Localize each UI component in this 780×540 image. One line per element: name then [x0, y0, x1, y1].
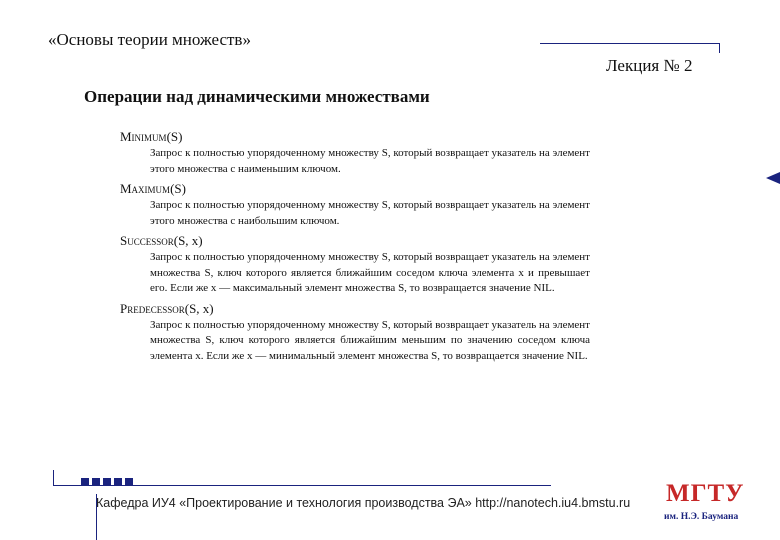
decor-square [81, 478, 89, 486]
footer-text: Кафедра ИУ4 «Проектирование и технология производства ЭА» http://nanotech.iu4.bmstu.ru [96, 496, 631, 510]
operation-minimum [120, 128, 590, 177]
lecture-label: Лекция № 2 [606, 56, 693, 75]
footer-decoration [81, 478, 133, 486]
operation-description: Запрос к полностью упорядоченному множеству S, который возвращает указатель на элемент этого множества с наибольшим ключом. [150, 199, 590, 227]
operation-args: (S, x) [184, 300, 214, 316]
operation-signature [120, 300, 590, 318]
operation-description: Запрос к полностью упорядоченному множеству S, который возвращает указатель на элемент множества S, ключ которого является ближайшим меньшим по значению соседом ключа элемента x. Если же x — минимальный элемент множества S, то возвращается значение NIL. [150, 318, 590, 362]
operation-args: (S) [170, 181, 186, 196]
decor-square [125, 478, 133, 486]
decor-square [103, 478, 111, 486]
header-divider [540, 43, 720, 44]
operation-args: (S) [166, 129, 183, 144]
operation-name: Predecessor [120, 300, 185, 316]
decor-square [114, 478, 122, 486]
operation-description: Запрос к полностью упорядоченному множеству S, который возвращает указатель на элемент множества S, ключ которого является ближайшим соседом ключа элемента x и превышает его. Если же x — максимальный элемент множества S, то возвращается значение NIL. [150, 251, 590, 294]
operation-successor [120, 232, 590, 297]
header-divider-tick [719, 43, 720, 53]
operation-name: Successor [120, 233, 174, 248]
operation-signature [120, 128, 590, 146]
operations-list [120, 128, 590, 367]
operation-predecessor [120, 300, 590, 365]
university-logo: МГТУ [666, 480, 745, 507]
university-logo-subtitle: им. Н.Э. Баумана [664, 512, 739, 522]
operation-signature [120, 232, 590, 250]
slide-marker-arrow [766, 172, 780, 184]
operation-signature [120, 180, 590, 198]
slide-heading: Операции над динамическими множествами [84, 87, 430, 106]
decor-square [92, 478, 100, 486]
course-title: «Основы теории множеств» [48, 30, 251, 49]
operation-name: Maximum [120, 181, 171, 196]
operation-name: Minimum [120, 129, 167, 144]
operation-description: Запрос к полностью упорядоченному множеству S, который возвращает указатель на элемент этого множества с наименьшим ключом. [150, 147, 590, 175]
footer-divider-vertical [53, 470, 54, 486]
operation-maximum [120, 180, 590, 229]
operation-args: (S, x) [173, 233, 203, 248]
